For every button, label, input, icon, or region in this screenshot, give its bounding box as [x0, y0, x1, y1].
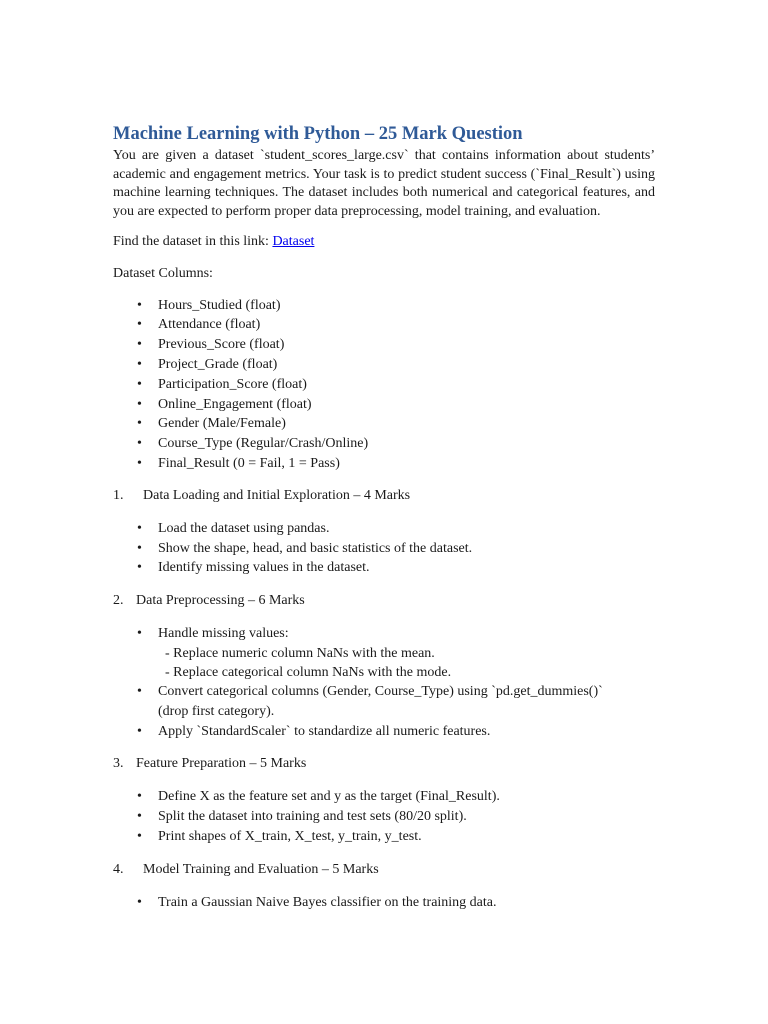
document-page — [113, 121, 655, 913]
section-4-list — [113, 893, 655, 913]
section-number: 4. — [113, 861, 124, 877]
columns-list — [113, 296, 655, 474]
list-item: • Split the dataset into training and test sets (80/20 split). — [113, 807, 655, 827]
list-item: • Train a Gaussian Naive Bayes classifier on the training data. — [113, 893, 655, 913]
bullet-icon: • — [137, 626, 142, 642]
section-3-heading — [113, 754, 655, 773]
section-4-heading — [113, 860, 655, 879]
bullet-icon: • — [137, 337, 142, 353]
section-title: Data Preprocessing – 6 Marks — [136, 593, 305, 609]
list-item: • Attendance (float) — [113, 315, 655, 335]
bullet-icon: • — [137, 455, 142, 471]
columns-heading: Dataset Columns: — [113, 265, 213, 281]
bullet-icon: • — [137, 356, 142, 372]
section-title: Model Training and Evaluation – 5 Marks — [136, 861, 379, 877]
list-item: • Identify missing values in the dataset. — [113, 558, 655, 578]
section-1-heading — [113, 486, 655, 505]
bullet-icon: • — [137, 540, 142, 556]
sub-line: - Replace categorical column NaNs with the mode. — [165, 664, 452, 680]
bullet-icon: • — [137, 297, 142, 313]
dataset-link[interactable]: Dataset — [272, 234, 315, 250]
bullet-icon: • — [137, 683, 142, 699]
section-1-list — [113, 519, 655, 578]
list-item: • Project_Grade (float) — [113, 355, 655, 375]
section-title: Feature Preparation – 5 Marks — [136, 756, 307, 772]
list-item: • Print shapes of X_train, X_test, y_train, y_test. — [113, 827, 655, 847]
intro-paragraph: You are given a dataset `student_scores_large.csv` that contains information about students’ academic and engagement metrics. Your task is to predict student success (`Final_Result`) using machine learning techniques. The dataset includes both numerical and categorical features, and you are expected to perform proper data preprocessing, model training, and evaluation. — [113, 148, 655, 219]
list-item: • Participation_Score (float) — [113, 375, 655, 395]
section-number: 3. — [113, 756, 124, 772]
list-item: • Hours_Studied (float) — [113, 296, 655, 316]
bullet-icon: • — [137, 789, 142, 805]
list-item: • Define X as the feature set and y as the target (Final_Result). — [113, 787, 655, 807]
list-item: • Load the dataset using pandas. — [113, 519, 655, 539]
bullet-icon: • — [137, 376, 142, 392]
section-2-heading — [113, 591, 655, 610]
bullet-icon: • — [137, 560, 142, 576]
list-item: • Previous_Score (float) — [113, 335, 655, 355]
list-item: • Online_Engagement (float) — [113, 395, 655, 415]
list-item: • Apply `StandardScaler` to standardize all numeric features. — [113, 722, 655, 742]
bullet-icon: • — [137, 809, 142, 825]
sub-line: - Replace numeric column NaNs with the mean. — [165, 645, 435, 661]
bullet-icon: • — [137, 436, 142, 452]
bullet-icon: • — [137, 520, 142, 536]
list-item: • Handle missing values: - Replace numeric column NaNs with the mean. - Replace categorical column NaNs with the mode. — [113, 624, 655, 682]
bullet-icon: • — [137, 317, 142, 333]
section-title: Data Loading and Initial Exploration – 4 Marks — [136, 487, 411, 503]
bullet-icon: • — [137, 416, 142, 432]
list-item: • Convert categorical columns (Gender, Course_Type) using `pd.get_dummies()` (drop first category). — [137, 683, 603, 719]
bullet-icon: • — [137, 894, 142, 910]
list-item: • Course_Type (Regular/Crash/Online) — [113, 434, 655, 454]
list-item: • Show the shape, head, and basic statistics of the dataset. — [113, 539, 655, 559]
document-title: Machine Learning with Python – 25 Mark Question — [113, 124, 523, 144]
bullet-icon: • — [137, 396, 142, 412]
bullet-icon: • — [137, 828, 142, 844]
list-item: • Gender (Male/Female) — [113, 414, 655, 434]
dataset-link-line — [113, 233, 655, 252]
section-2-list — [113, 624, 655, 741]
section-3-list — [113, 787, 655, 846]
section-number: 1. — [113, 487, 124, 503]
list-item: • Final_Result (0 = Fail, 1 = Pass) — [113, 454, 655, 474]
bullet-icon: • — [137, 723, 142, 739]
find-dataset-text: Find the dataset in this link: — [113, 234, 273, 250]
section-number: 2. — [113, 593, 124, 609]
